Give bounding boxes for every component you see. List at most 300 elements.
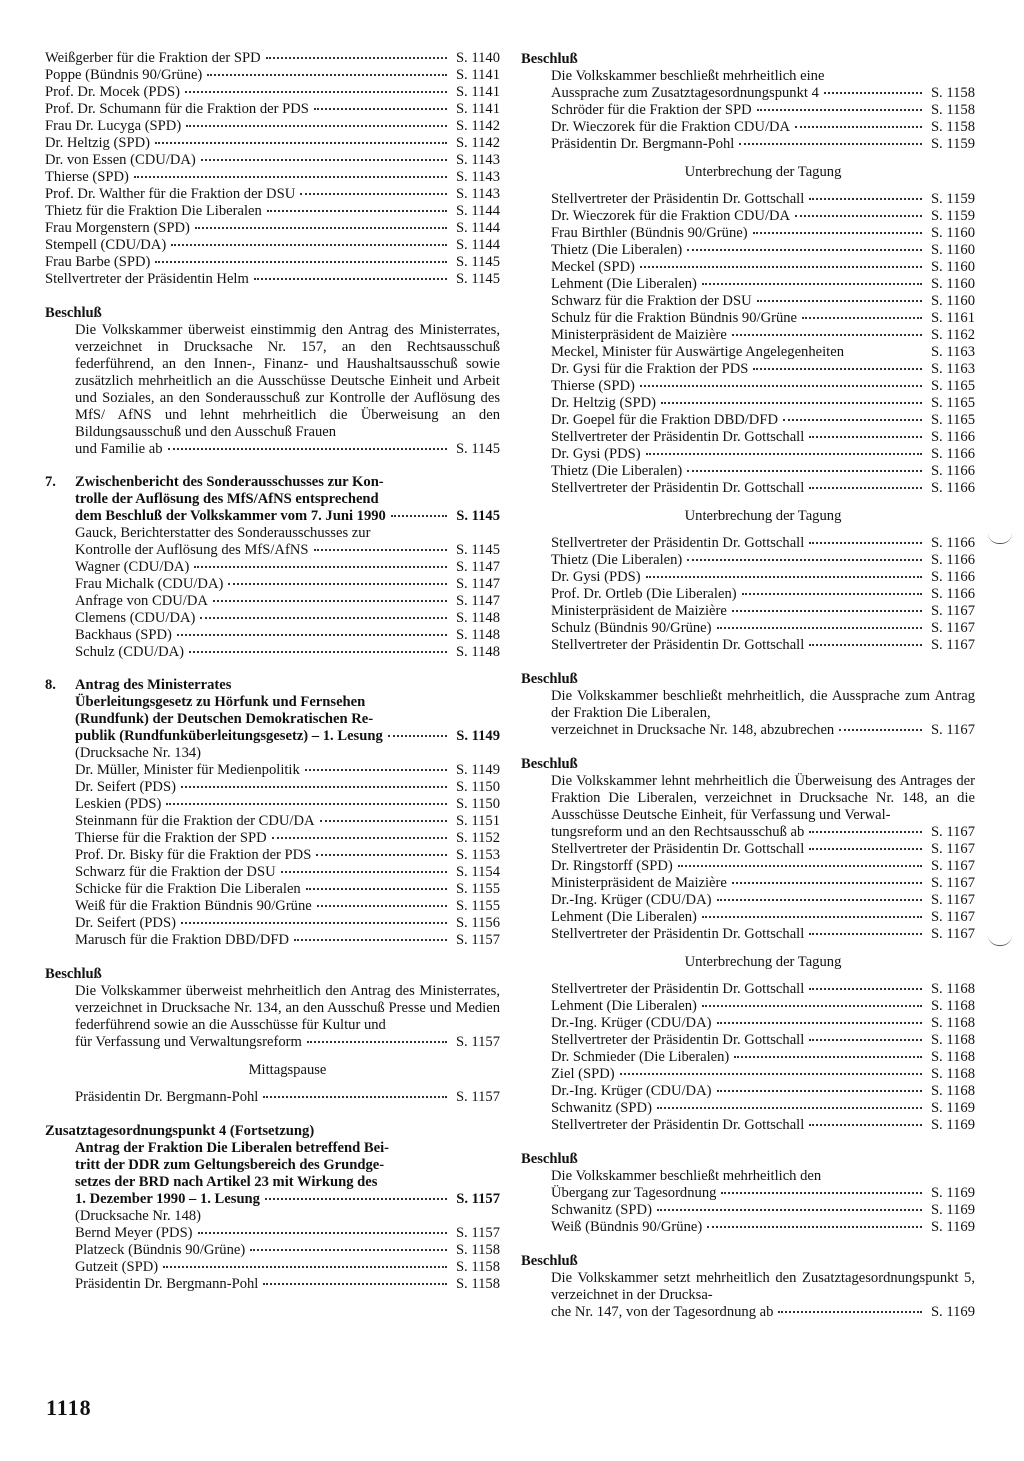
entry-text: Thietz für die Fraktion Die Liberalen [45,203,262,219]
dot-leader [316,854,447,856]
entry-text: Übergang zur Tagesordnung [551,1185,717,1201]
speaker-entry [521,569,975,586]
page-reference: S. 1145 [455,254,500,270]
speaker-entry [75,762,500,779]
entry-text: Schicke für die Fraktion Die Liberalen [75,881,301,897]
entry-text: Stellvertreter der Präsidentin Dr. Gottschall [551,1032,805,1048]
dot-leader [753,368,922,370]
speaker-entry [521,586,975,603]
dot-leader [734,1056,922,1058]
entry-text: Dr.-Ing. Krüger (CDU/DA) [551,1015,712,1031]
speaker-line: Gauck, Berichterstatter des Sonderausschusses zur [75,525,371,541]
speaker-entry [75,542,500,559]
entry-text: Lehment (Die Liberalen) [551,909,697,925]
page-number: 1118 [46,1395,92,1420]
page-reference: S. 1153 [455,847,500,863]
entry-text: Stempell (CDU/DA) [45,237,167,253]
entry-text: Ministerpräsident de Maizière [551,327,727,343]
page-reference: S. 1158 [930,85,975,101]
entry-text: Dr. Goepel für die Fraktion DBD/DFD [551,412,778,428]
dot-leader [809,831,922,833]
speaker-entry [45,84,500,101]
entry-text: Schulz für die Fraktion Bündnis 90/Grüne [551,310,798,326]
page-reference: S. 1157 [456,1191,500,1207]
resolution-heading: Beschluß [521,671,578,687]
speaker-entry [75,610,500,627]
speaker-list [75,542,500,661]
dot-leader [171,244,447,246]
entry-text: Präsidentin Dr. Bergmann-Pohl [75,1276,259,1292]
page-reference: S. 1158 [455,1259,500,1275]
dot-leader [839,729,922,731]
agenda-number: 7. [45,474,56,490]
page-reference: S. 1169 [930,1117,975,1133]
speaker-entry [521,378,975,395]
page-reference: S. 1167 [930,858,975,874]
speaker-entry [521,1100,975,1117]
dot-leader [317,905,447,907]
page-reference: S. 1166 [930,535,975,551]
dot-leader [640,266,922,268]
dot-leader [702,1005,922,1007]
page-reference: S. 1158 [930,119,975,135]
page-reference: S. 1141 [455,101,500,117]
speaker-entry [45,135,500,152]
entry-text: Thierse (SPD) [551,378,635,394]
dot-leader [757,300,922,302]
page-reference: S. 1167 [930,875,975,891]
speaker-entry [521,259,975,276]
page-reference: S. 1166 [930,552,975,568]
page-reference: S. 1160 [930,276,975,292]
entry-text: Weißgerber für die Fraktion der SPD [45,50,261,66]
entry-text: Prof. Dr. Mocek (PDS) [45,84,180,100]
entry-text: 1. Dezember 1990 – 1. Lesung [75,1191,260,1207]
entry-text: Dr. Seifert (PDS) [75,779,176,795]
speaker-list [45,50,500,288]
agenda-title-line: Zwischenbericht des Sonderausschusses zur Kon- [75,474,384,490]
page-reference: S. 1168 [930,998,975,1014]
page-reference: S. 1143 [455,152,500,168]
page-reference: S. 1147 [455,576,500,592]
page-reference: S. 1145 [456,508,500,524]
speaker-entry [521,480,975,497]
speaker-entry [45,50,500,67]
page-reference: S. 1143 [455,169,500,185]
dot-leader [717,1090,923,1092]
page-reference: S. 1147 [455,559,500,575]
speaker-entry [521,841,975,858]
speaker-entry [521,1015,975,1032]
dot-leader [732,882,922,884]
page-reference: S. 1151 [455,813,500,829]
resolution-last-line [521,1185,975,1202]
entry-text: Dr. Heltzig (SPD) [45,135,150,151]
dot-leader [305,769,447,771]
entry-text: Frau Barbe (SPD) [45,254,151,270]
entry-text: Prof. Dr. Bisky für die Fraktion der PDS [75,847,312,863]
page-reference: S. 1169 [930,1100,975,1116]
speaker-entry [75,779,500,796]
agenda-title-line: trolle der Auflösung des MfS/AfNS entsprechend [75,491,379,507]
speaker-entry [45,186,500,203]
speaker-entry [521,119,975,136]
entry-text: Thierse für die Fraktion der SPD [75,830,267,846]
speaker-list [521,191,975,497]
entry-text: Stellvertreter der Präsidentin Dr. Gottschall [551,637,805,653]
dot-leader [200,617,447,619]
page-reference: S. 1144 [455,237,500,253]
dot-leader [809,988,922,990]
entry-text: Stellvertreter der Präsidentin Dr. Gottschall [551,480,805,496]
dot-leader [657,1209,922,1211]
speaker-entry [521,191,975,208]
page-reference: S. 1169 [930,1185,975,1201]
dot-leader [809,933,922,935]
agenda-title-line: tritt der DDR zum Geltungsbereich des Grundge- [75,1157,385,1173]
document-reference: (Drucksache Nr. 148) [75,1208,202,1224]
agenda-item-8 [45,677,500,949]
document-reference: (Drucksache Nr. 134) [75,745,202,761]
page-reference: S. 1149 [456,728,500,744]
margin-mark [988,935,1012,946]
entry-text: Dr. Heltzig (SPD) [551,395,656,411]
page-reference: S. 1163 [930,361,975,377]
agenda-item-7 [45,474,500,661]
speaker-entry [521,892,975,909]
entry-text: dem Beschluß der Volkskammer vom 7. Juni 1990 [75,508,386,524]
left-column [45,50,500,1293]
dot-leader [646,576,922,578]
entry-text: Dr. Seifert (PDS) [75,915,176,931]
page-reference: S. 1148 [455,610,500,626]
page-reference: S. 1160 [930,225,975,241]
speaker-entry [75,1242,500,1259]
entry-text: Thietz (Die Liberalen) [551,463,683,479]
dot-leader [194,566,447,568]
page-reference: S. 1144 [455,220,500,236]
dot-leader [657,1107,922,1109]
resolution-last-line [45,1034,500,1051]
page-reference: S. 1158 [930,102,975,118]
resolution-text: Die Volkskammer beschließt mehrheitlich, die Aussprache zum Antrag der Fraktion Die Liberalen, [551,688,975,721]
speaker-entry [521,208,975,225]
entry-text: Meckel (SPD) [551,259,635,275]
speaker-entry [45,118,500,135]
agenda-title-line [75,728,500,745]
speaker-list [521,535,975,654]
page-reference: S. 1168 [930,1032,975,1048]
speaker-entry [521,998,975,1015]
entry-text: Steinmann für die Fraktion der CDU/DA [75,813,315,829]
resolution-text: Die Volkskammer beschließt mehrheitlich eine [551,68,825,84]
page-reference: S. 1160 [930,259,975,275]
speaker-entry [521,603,975,620]
entry-text: Dr. Ringstorff (SPD) [551,858,673,874]
speaker-entry [521,858,975,875]
entry-text: Prof. Dr. Schumann für die Fraktion der PDS [45,101,309,117]
speaker-entry [75,915,500,932]
entry-text: Präsidentin Dr. Bergmann-Pohl [75,1089,259,1105]
dot-leader [134,176,447,178]
dot-leader [620,1073,922,1075]
entry-text: Dr. Gysi (PDS) [551,446,641,462]
dot-leader [732,610,922,612]
page-reference: S. 1148 [455,644,500,660]
speaker-entry [75,593,500,610]
speaker-entry [521,344,975,361]
dot-leader [802,317,922,319]
dot-leader [732,334,922,336]
page-reference: S. 1143 [455,186,500,202]
entry-text: Stellvertreter der Präsidentin Dr. Gottschall [551,191,805,207]
dot-leader [640,385,922,387]
entry-text: Leskien (PDS) [75,796,162,812]
dot-leader [155,142,447,144]
page-reference: S. 1166 [930,446,975,462]
page-reference: S. 1165 [930,412,975,428]
entry-text: Poppe (Bündnis 90/Grüne) [45,67,203,83]
page-reference: S. 1168 [930,1066,975,1082]
speaker-entry [45,254,500,271]
agenda-title-line: setzes der BRD nach Artikel 23 mit Wirkung des [75,1174,378,1190]
resolution-last-line [45,441,500,458]
entry-text: Thietz (Die Liberalen) [551,552,683,568]
page-reference: S. 1158 [455,1242,500,1258]
speaker-entry [521,1219,975,1236]
page-reference: S. 1166 [930,480,975,496]
dot-leader [795,126,922,128]
page-reference: S. 1167 [930,909,975,925]
session-break: Unterbrechung der Tagung [684,164,842,180]
page-reference: S. 1167 [930,841,975,857]
dot-leader [307,1041,447,1043]
page-reference: S. 1168 [930,1083,975,1099]
speaker-entry [521,1083,975,1100]
agenda-title-line [75,508,500,525]
dot-leader [306,888,447,890]
speaker-entry [521,981,975,998]
entry-text: Schulz (Bündnis 90/Grüne) [551,620,712,636]
speaker-entry [521,1117,975,1134]
speaker-entry [45,271,500,288]
resolution-heading: Beschluß [521,1151,578,1167]
page-reference: S. 1148 [455,627,500,643]
entry-text: Wagner (CDU/DA) [75,559,190,575]
page-reference: S. 1165 [930,378,975,394]
resolution-heading: Beschluß [521,756,578,772]
speaker-entry [521,620,975,637]
entry-text: Weiß (Bündnis 90/Grüne) [551,1219,703,1235]
dot-leader [281,871,447,873]
entry-text: Dr.-Ing. Krüger (CDU/DA) [551,1083,712,1099]
entry-text: Kontrolle der Auflösung des MfS/AfNS [75,542,309,558]
dot-leader [320,820,447,822]
entry-text: publik (Rundfunküberleitungsgesetz) – 1. Lesung [75,728,383,744]
speaker-entry [521,1066,975,1083]
speaker-entry [521,637,975,654]
dot-leader [272,837,447,839]
entry-text: Lehment (Die Liberalen) [551,998,697,1014]
page-reference: S. 1160 [930,293,975,309]
entry-text: für Verfassung und Verwaltungsreform [75,1034,302,1050]
dot-leader [757,109,922,111]
entry-text: Ministerpräsident de Maizière [551,603,727,619]
speaker-entry [521,310,975,327]
dot-leader [702,283,922,285]
entry-text: Prof. Dr. Ortleb (Die Liberalen) [551,586,737,602]
dot-leader [314,549,448,551]
dot-leader [661,402,922,404]
dot-leader [809,436,922,438]
dot-leader [198,1232,447,1234]
right-column [521,50,975,1321]
dot-leader [166,803,447,805]
page-reference: S. 1141 [455,67,500,83]
dot-leader [163,1266,447,1268]
dot-leader [388,735,447,737]
page-reference: S. 1169 [930,1202,975,1218]
entry-text: Prof. Dr. Walther für die Fraktion der DSU [45,186,296,202]
resolution-text: Die Volkskammer beschließt mehrheitlich den [551,1168,822,1184]
dot-leader [186,125,447,127]
dot-leader [742,593,922,595]
entry-text: Gutzeit (SPD) [75,1259,159,1275]
page-reference: S. 1166 [930,569,975,585]
dot-leader [809,487,922,489]
speaker-entry [521,395,975,412]
speaker-entry [521,446,975,463]
page-reference: S. 1166 [930,429,975,445]
entry-text: und Familie ab [75,441,163,457]
page-reference: S. 1163 [930,344,975,360]
entry-text: Stellvertreter der Präsidentin Dr. Gottschall [551,535,805,551]
entry-text: Präsidentin Dr. Bergmann-Pohl [551,136,735,152]
entry-text: Dr. von Essen (CDU/DA) [45,152,196,168]
page-reference: S. 1147 [455,593,500,609]
speaker-entry [521,293,975,310]
entry-text: Stellvertreter der Präsidentin Dr. Gottschall [551,1117,805,1133]
page-reference: S. 1142 [455,135,500,151]
dot-leader [213,600,447,602]
page-reference: S. 1150 [455,796,500,812]
page-reference: S. 1169 [930,1304,975,1320]
dot-leader [809,1039,922,1041]
page-reference: S. 1161 [930,310,975,326]
page-reference: S. 1157 [455,1089,500,1105]
page-reference: S. 1141 [455,84,500,100]
speaker-entry [45,101,500,118]
dot-leader [263,1283,447,1285]
dot-leader [185,91,447,93]
dot-leader [391,515,447,517]
dot-leader [717,1022,923,1024]
resolution-last-line [521,1304,975,1321]
agenda-number: 8. [45,677,56,693]
speaker-entry [521,361,975,378]
dot-leader [795,215,922,217]
dot-leader [267,210,447,212]
entry-text: Stellvertreter der Präsidentin Helm [45,271,249,287]
page-reference: S. 1145 [455,542,500,558]
speaker-entry [521,429,975,446]
speaker-entry [521,1032,975,1049]
dot-leader [809,644,922,646]
resolution-text: Die Volkskammer überweist einstimmig den Antrag des Ministerrates, verzeichnet in Drucksache Nr. 157, an den Rechtsausschuß federführend, an den Innen-, Finanz- und Haushaltsausschuß sowie zusätzlich mehrheitlich an die Ausschüsse Deutsche Einheit und Arbeit und Soziales, an den Sonderausschuß zur Kontrolle der Auflösung des MfS/ AfNS und lehnt mehrheitlich die Überweisung an den Bildungsausschuß und den Ausschuß Frauen [75,322,500,440]
entry-text: Frau Morgenstern (SPD) [45,220,190,236]
speaker-entry [75,627,500,644]
dot-leader [201,159,447,161]
dot-leader [207,74,447,76]
entry-text: Ziel (SPD) [551,1066,615,1082]
dot-leader [265,1198,447,1200]
dot-leader [717,627,922,629]
dot-leader [155,261,447,263]
page-reference: S. 1149 [455,762,500,778]
dot-leader [824,92,922,94]
dot-leader [809,1124,922,1126]
speaker-entry [75,796,500,813]
speaker-list [521,981,975,1134]
speaker-entry [75,1276,500,1293]
dot-leader [809,848,922,850]
dot-leader [739,143,922,145]
page-reference: S. 1152 [455,830,500,846]
speaker-entry [45,67,500,84]
page-reference: S. 1165 [930,395,975,411]
speaker-entry [45,220,500,237]
speaker-entry [521,242,975,259]
speaker-entry [521,875,975,892]
dot-leader [189,651,447,653]
speaker-list [521,841,975,943]
entry-text: Dr. Gysi für die Fraktion der PDS [551,361,749,377]
entry-text: Schwanitz (SPD) [551,1202,652,1218]
agenda-title-line: Antrag der Fraktion Die Liberalen betreffend Bei- [75,1140,389,1156]
dot-leader [687,249,922,251]
speaker-entry [75,864,500,881]
entry-text: Dr.-Ing. Krüger (CDU/DA) [551,892,712,908]
page-reference: S. 1145 [455,271,500,287]
speaker-list [521,102,975,153]
page-reference: S. 1145 [455,441,500,457]
entry-text: Stellvertreter der Präsidentin Dr. Gottschall [551,926,805,942]
page-reference: S. 1167 [930,926,975,942]
speaker-entry [75,559,500,576]
dot-leader [646,453,922,455]
entry-text: Aussprache zum Zusatztagesordnungspunkt 4 [551,85,819,101]
dot-leader [783,419,922,421]
dot-leader [195,227,447,229]
dot-leader [254,278,447,280]
speaker-entry [521,552,975,569]
entry-text: Frau Dr. Lucyga (SPD) [45,118,182,134]
entry-text: Platzeck (Bündnis 90/Grüne) [75,1242,246,1258]
speaker-entry [521,1202,975,1219]
dot-leader [181,786,447,788]
speaker-entry [75,644,500,661]
speaker-entry [521,327,975,344]
page-reference: S. 1155 [455,898,500,914]
session-break: Unterbrechung der Tagung [684,954,842,970]
dot-leader [314,108,447,110]
speaker-entry [75,898,500,915]
speaker-entry [521,535,975,552]
entry-text: Dr. Müller, Minister für Medienpolitik [75,762,300,778]
session-break: Mittagspause [248,1062,327,1078]
entry-text: Lehment (Die Liberalen) [551,276,697,292]
dot-leader [228,583,447,585]
